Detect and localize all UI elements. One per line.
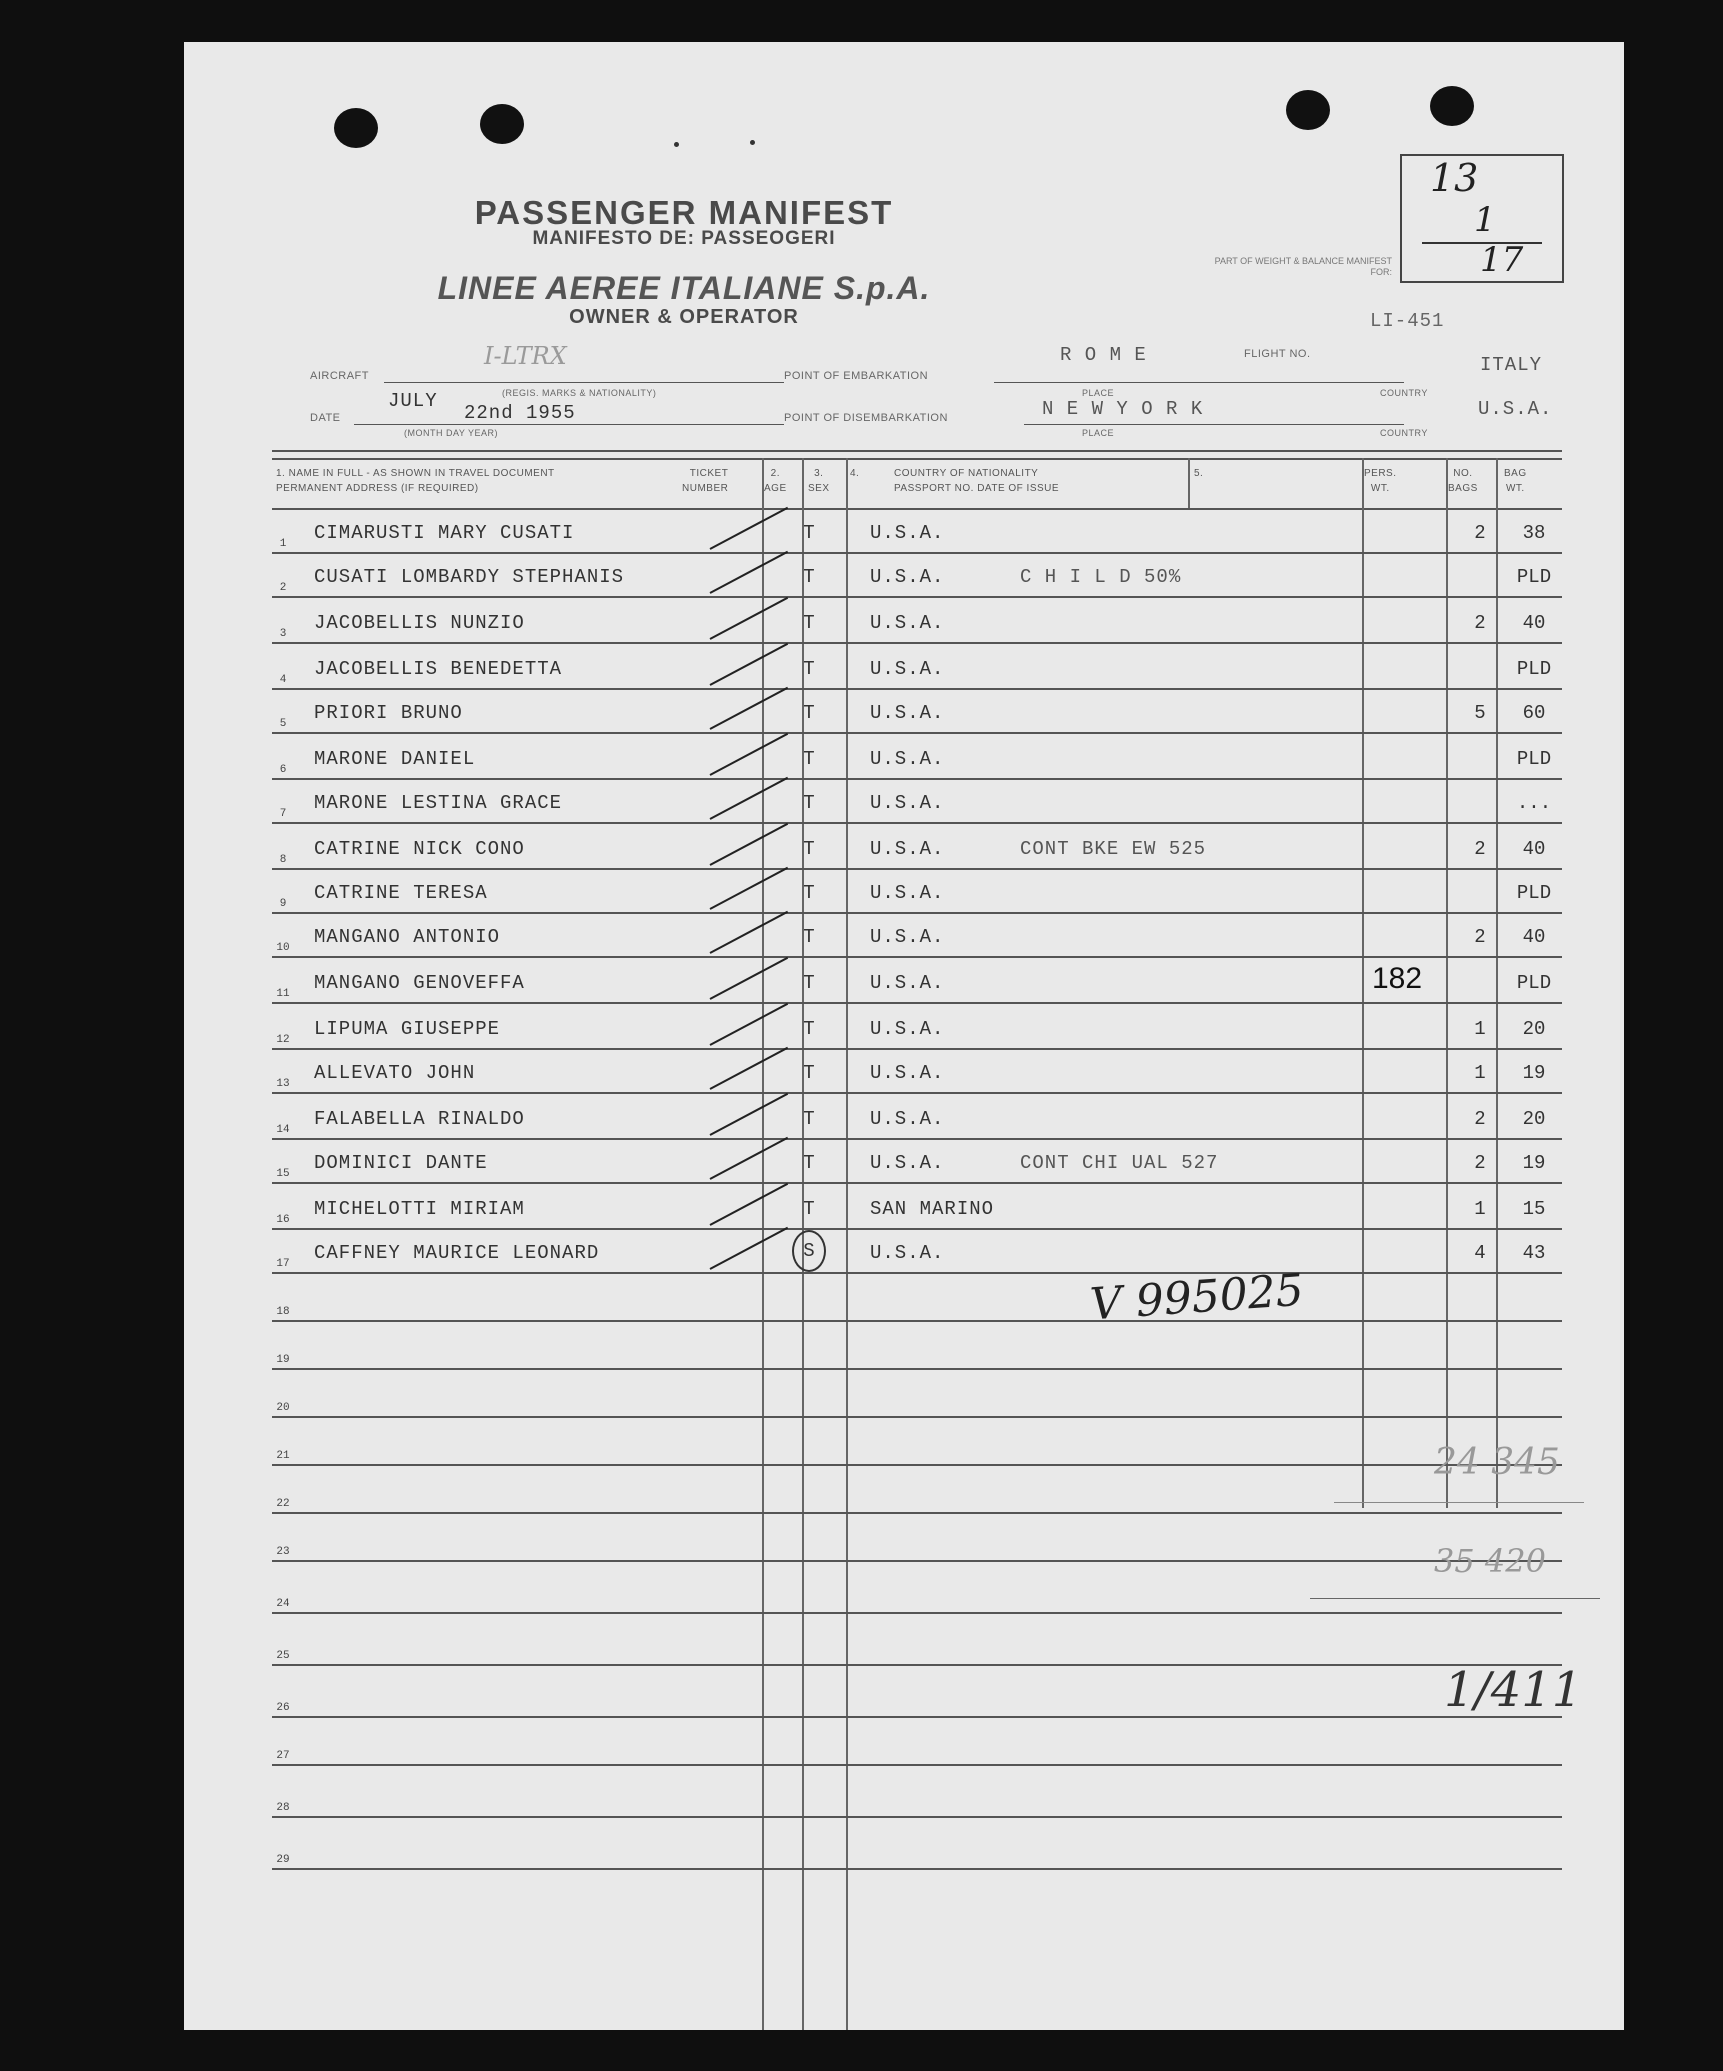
table-row [272, 1274, 1562, 1322]
date-rule [354, 424, 784, 425]
passenger-sex: T [803, 748, 815, 770]
passenger-sex: T [803, 612, 815, 634]
bag-weight: PLD [1516, 972, 1552, 994]
date-label: DATE [310, 412, 341, 424]
table-row [272, 1322, 1562, 1370]
col-nat-num: 4. [850, 468, 860, 479]
bag-count: 2 [1474, 838, 1486, 860]
bag-count: 2 [1474, 1152, 1486, 1174]
table-row [272, 1466, 1562, 1514]
bag-count: 1 [1474, 1198, 1486, 1220]
total-2: 35 420 [1434, 1542, 1546, 1580]
total-3: 1/411 [1444, 1662, 1583, 1718]
check-mark [710, 597, 789, 640]
bag-weight: 15 [1522, 1198, 1546, 1220]
passenger-nationality: U.S.A. [870, 792, 945, 814]
table-row [272, 870, 1562, 914]
row-number: 27 [276, 1750, 290, 1762]
col-bagwt-sub: WT. [1505, 483, 1525, 494]
embark-place: R O M E [1060, 344, 1147, 366]
row-number: 20 [276, 1402, 290, 1414]
col-nat-title: COUNTRY OF NATIONALITY [894, 468, 1039, 479]
disembark-rule [1024, 424, 1404, 425]
bag-weight: PLD [1516, 566, 1552, 588]
col-pers-header [1364, 466, 1397, 496]
passenger-nationality: U.S.A. [870, 1152, 945, 1174]
col-bagwt-title: BAG [1504, 468, 1527, 479]
table-row [272, 1666, 1562, 1718]
punch-hole [1286, 90, 1330, 130]
table-row [272, 824, 1562, 870]
aircraft-label: AIRCRAFT [310, 370, 369, 382]
col-name-header [276, 466, 555, 496]
passenger-name: CATRINE TERESA [314, 882, 488, 904]
weight-balance-note: PART OF WEIGHT & BALANCE MANIFEST FOR: [1214, 256, 1392, 277]
col-nat-titles [894, 466, 1059, 496]
bag-weight: 43 [1522, 1242, 1546, 1264]
punch-hole [480, 104, 524, 144]
passenger-nationality: U.S.A. [870, 972, 945, 994]
table-row [272, 1230, 1562, 1274]
bag-count: 4 [1474, 1242, 1486, 1264]
passenger-sex: T [803, 566, 815, 588]
row-number: 13 [276, 1078, 290, 1090]
bag-weight: 20 [1522, 1108, 1546, 1130]
passenger-sex: T [803, 522, 815, 544]
col-nat-header [850, 466, 859, 481]
passenger-sex: T [803, 792, 815, 814]
col-age-title: AGE [764, 483, 787, 494]
owner-label: OWNER & OPERATOR [569, 306, 799, 328]
bag-weight: 38 [1522, 522, 1546, 544]
bag-weight: 40 [1522, 612, 1546, 634]
aircraft-value: I-LTRX [484, 342, 567, 370]
check-mark [710, 911, 789, 954]
place-label-2: PLACE [1082, 428, 1115, 438]
bag-weight: PLD [1516, 882, 1552, 904]
col-ticket-sub: NUMBER [682, 483, 729, 494]
passenger-sex: T [803, 972, 815, 994]
table-row [272, 734, 1562, 780]
row-number: 6 [279, 764, 287, 776]
box-mark-mid: 1 [1474, 200, 1496, 240]
passenger-nationality: U.S.A. [870, 658, 945, 680]
passenger-name: ALLEVATO JOHN [314, 1062, 476, 1084]
bag-weight: 40 [1522, 926, 1546, 948]
passenger-name: CUSATI LOMBARDY STEPHANIS [314, 566, 625, 588]
box-mark-top: 13 [1430, 156, 1479, 200]
passenger-sex: T [803, 838, 815, 860]
bag-count: 1 [1474, 1018, 1486, 1040]
passenger-nationality: U.S.A. [870, 926, 945, 948]
passenger-nationality: U.S.A. [870, 748, 945, 770]
punch-hole [1430, 86, 1474, 126]
personal-weight: 182 [1371, 962, 1423, 995]
col-name-sub: PERMANENT ADDRESS (IF REQUIRED) [276, 483, 479, 494]
check-mark [710, 733, 789, 776]
country-label-1: COUNTRY [1380, 388, 1428, 398]
col-sex-header [808, 466, 830, 496]
table-row [272, 1514, 1562, 1562]
row-number: 16 [276, 1214, 290, 1226]
passenger-name: FALABELLA RINALDO [314, 1108, 525, 1130]
table-row [272, 598, 1562, 644]
passenger-name: CIMARUSTI MARY CUSATI [314, 522, 575, 544]
passenger-nationality: U.S.A. [870, 1242, 945, 1264]
check-mark [710, 1093, 789, 1136]
aircraft-rule [384, 382, 784, 383]
col-ticket-header [682, 466, 728, 496]
disembark-place: N E W Y O R K [1042, 398, 1204, 420]
passenger-sex: T [803, 1018, 815, 1040]
date-sub-label: (MONTH DAY YEAR) [404, 428, 499, 438]
col-pers-title: PERS. [1364, 468, 1397, 479]
table-row [272, 1094, 1562, 1140]
row-number: 8 [279, 854, 287, 866]
bag-weight: PLD [1516, 658, 1552, 680]
col-ticket-title: TICKET [689, 468, 729, 479]
check-mark [710, 507, 789, 550]
passenger-sex: T [803, 1062, 815, 1084]
check-mark [710, 1137, 789, 1180]
total-rule-1 [1334, 1502, 1584, 1503]
row-number: 15 [276, 1168, 290, 1180]
row-rule [272, 1868, 1562, 1870]
row-number: 3 [279, 628, 287, 640]
bag-weight: 19 [1522, 1062, 1546, 1084]
date-month: JULY [388, 390, 438, 412]
check-mark [710, 957, 789, 1000]
passenger-nationality: U.S.A. [870, 1018, 945, 1040]
row-number: 9 [279, 898, 287, 910]
passenger-name: CAFFNEY MAURICE LEONARD [314, 1242, 600, 1264]
table-row [272, 1140, 1562, 1184]
check-mark [710, 867, 789, 910]
passenger-sex: T [803, 1198, 815, 1220]
passenger-nationality: U.S.A. [870, 702, 945, 724]
col-pers-sub: WT. [1370, 483, 1390, 494]
date-day-year: 22nd 1955 [464, 402, 576, 424]
passenger-name: MANGANO ANTONIO [314, 926, 501, 948]
row-number: 4 [279, 674, 287, 686]
passenger-name: MARONE LESTINA GRACE [314, 792, 563, 814]
col-sex-num: 3. [814, 468, 824, 479]
table-row [272, 1418, 1562, 1466]
table-row [272, 644, 1562, 690]
passenger-nationality: SAN MARINO [870, 1198, 995, 1220]
embark-rule [994, 382, 1404, 383]
total-1: 24 345 [1434, 1442, 1560, 1483]
passenger-nationality: U.S.A. [870, 1062, 945, 1084]
bag-count: 2 [1474, 926, 1486, 948]
total-rule-2 [1310, 1598, 1600, 1599]
bag-count: 2 [1474, 612, 1486, 634]
bag-weight: 20 [1522, 1018, 1546, 1040]
table-row [272, 1370, 1562, 1418]
passenger-sex: T [803, 658, 815, 680]
col-passport-title: PASSPORT NO. DATE OF ISSUE [894, 483, 1060, 494]
handwritten-number: V 995025 [1088, 1264, 1306, 1331]
check-mark [710, 823, 789, 866]
passenger-name: MANGANO GENOVEFFA [314, 972, 525, 994]
regis-label: (REGIS. MARKS & NATIONALITY) [502, 388, 657, 398]
passenger-sex: T [803, 1108, 815, 1130]
passenger-name: CATRINE NICK CONO [314, 838, 525, 860]
country-label-2: COUNTRY [1380, 428, 1428, 438]
punch-hole [334, 108, 378, 148]
row-number: 7 [279, 808, 287, 820]
table-row [272, 1614, 1562, 1666]
passenger-nationality: U.S.A. [870, 612, 945, 634]
flight-number: LI-451 [1370, 310, 1445, 332]
check-mark [710, 551, 789, 594]
table-row [272, 1184, 1562, 1230]
disembark-country: U.S.A. [1478, 398, 1553, 420]
embark-country: ITALY [1480, 354, 1543, 376]
row-number: 1 [279, 538, 287, 550]
table-row [272, 1004, 1562, 1050]
check-mark [710, 1227, 789, 1270]
table-row [272, 690, 1562, 734]
row-number: 17 [276, 1258, 290, 1270]
bag-count: 1 [1474, 1062, 1486, 1084]
passenger-name: MARONE DANIEL [314, 748, 476, 770]
check-mark [710, 643, 789, 686]
row-number: 26 [276, 1702, 290, 1714]
row-number: 11 [276, 988, 290, 1000]
bag-count: 2 [1474, 1108, 1486, 1130]
col-name-title: 1. NAME IN FULL - AS SHOWN IN TRAVEL DOCUMENT [276, 468, 555, 479]
col-bagwt-header [1504, 466, 1527, 496]
disembark-label: POINT OF DISEMBARKATION [784, 412, 948, 424]
dot-mark [674, 142, 679, 147]
row-number: 23 [276, 1546, 290, 1558]
row-number: 18 [276, 1306, 290, 1318]
table-row [272, 510, 1562, 554]
passenger-name: LIPUMA GIUSEPPE [314, 1018, 501, 1040]
col-5-num: 5. [1194, 468, 1204, 479]
passenger-name: JACOBELLIS NUNZIO [314, 612, 525, 634]
row-number: 28 [276, 1802, 290, 1814]
table-row [272, 1818, 1562, 1870]
check-mark [710, 1047, 789, 1090]
passenger-name: PRIORI BRUNO [314, 702, 463, 724]
col-bags-header [1448, 466, 1478, 496]
table-row [272, 914, 1562, 958]
box-mark-bottom: 17 [1480, 240, 1524, 280]
row-number: 10 [276, 942, 290, 954]
passenger-sex: T [803, 702, 815, 724]
col-age-header [764, 466, 787, 496]
bag-weight: 60 [1522, 702, 1546, 724]
airline-name: LINEE AEREE ITALIANE S.p.A. [437, 270, 931, 306]
row-number: 22 [276, 1498, 290, 1510]
row-number: 5 [279, 718, 287, 730]
row-number: 24 [276, 1598, 290, 1610]
col-5-header [1194, 466, 1203, 481]
passenger-remark: C H I L D 50% [1020, 566, 1182, 588]
passenger-nationality: U.S.A. [870, 566, 945, 588]
bag-count: 5 [1474, 702, 1486, 724]
passenger-nationality: U.S.A. [870, 522, 945, 544]
passenger-nationality: U.S.A. [870, 838, 945, 860]
passenger-sex: T [803, 882, 815, 904]
row-number: 25 [276, 1650, 290, 1662]
row-number: 2 [279, 582, 287, 594]
flight-label: FLIGHT NO. [1244, 348, 1311, 360]
page-subtitle: MANIFESTO DE: PASSEOGERI [532, 228, 836, 249]
flight-number-box [1400, 154, 1564, 283]
table-row [272, 1766, 1562, 1818]
passenger-nationality: U.S.A. [870, 1108, 945, 1130]
table-row [272, 958, 1562, 1004]
passenger-name: MICHELOTTI MIRIAM [314, 1198, 525, 1220]
col-bags-sub: BAGS [1448, 483, 1478, 494]
col-divider-5 [1188, 458, 1190, 508]
table-row [272, 1050, 1562, 1094]
passenger-sex: T [803, 926, 815, 948]
passenger-sex: T [803, 1152, 815, 1174]
check-mark [710, 777, 789, 820]
row-number: 14 [276, 1124, 290, 1136]
bag-count: 2 [1474, 522, 1486, 544]
bag-weight: 40 [1522, 838, 1546, 860]
col-bags-title: NO. [1453, 468, 1473, 479]
row-number: 21 [276, 1450, 290, 1462]
table-row [272, 554, 1562, 598]
table-row [272, 780, 1562, 824]
passenger-name: DOMINICI DANTE [314, 1152, 488, 1174]
passenger-remark: CONT CHI UAL 527 [1020, 1152, 1219, 1174]
manifest-page [184, 42, 1624, 2030]
passenger-name: JACOBELLIS BENEDETTA [314, 658, 563, 680]
check-mark [710, 1003, 789, 1046]
header-double-rule [272, 450, 1562, 460]
page-title: PASSENGER MANIFEST [474, 194, 894, 231]
row-number: 12 [276, 1034, 290, 1046]
table-row [272, 1562, 1562, 1614]
bag-weight: PLD [1516, 748, 1552, 770]
col-age-num: 2. [770, 468, 780, 479]
col-sex-title: SEX [808, 483, 830, 494]
row-number: 29 [276, 1854, 290, 1866]
check-mark [710, 1183, 789, 1226]
passenger-remark: CONT BKE EW 525 [1020, 838, 1207, 860]
row-number: 19 [276, 1354, 290, 1366]
dot-mark [750, 140, 755, 145]
check-mark [710, 687, 789, 730]
bag-weight: 19 [1522, 1152, 1546, 1174]
embark-label: POINT OF EMBARKATION [784, 370, 929, 382]
place-label-1: PLACE [1082, 388, 1115, 398]
passenger-nationality: U.S.A. [870, 882, 945, 904]
passenger-sex: S [792, 1230, 826, 1272]
bag-weight: ... [1516, 792, 1552, 814]
table-row [272, 1718, 1562, 1766]
